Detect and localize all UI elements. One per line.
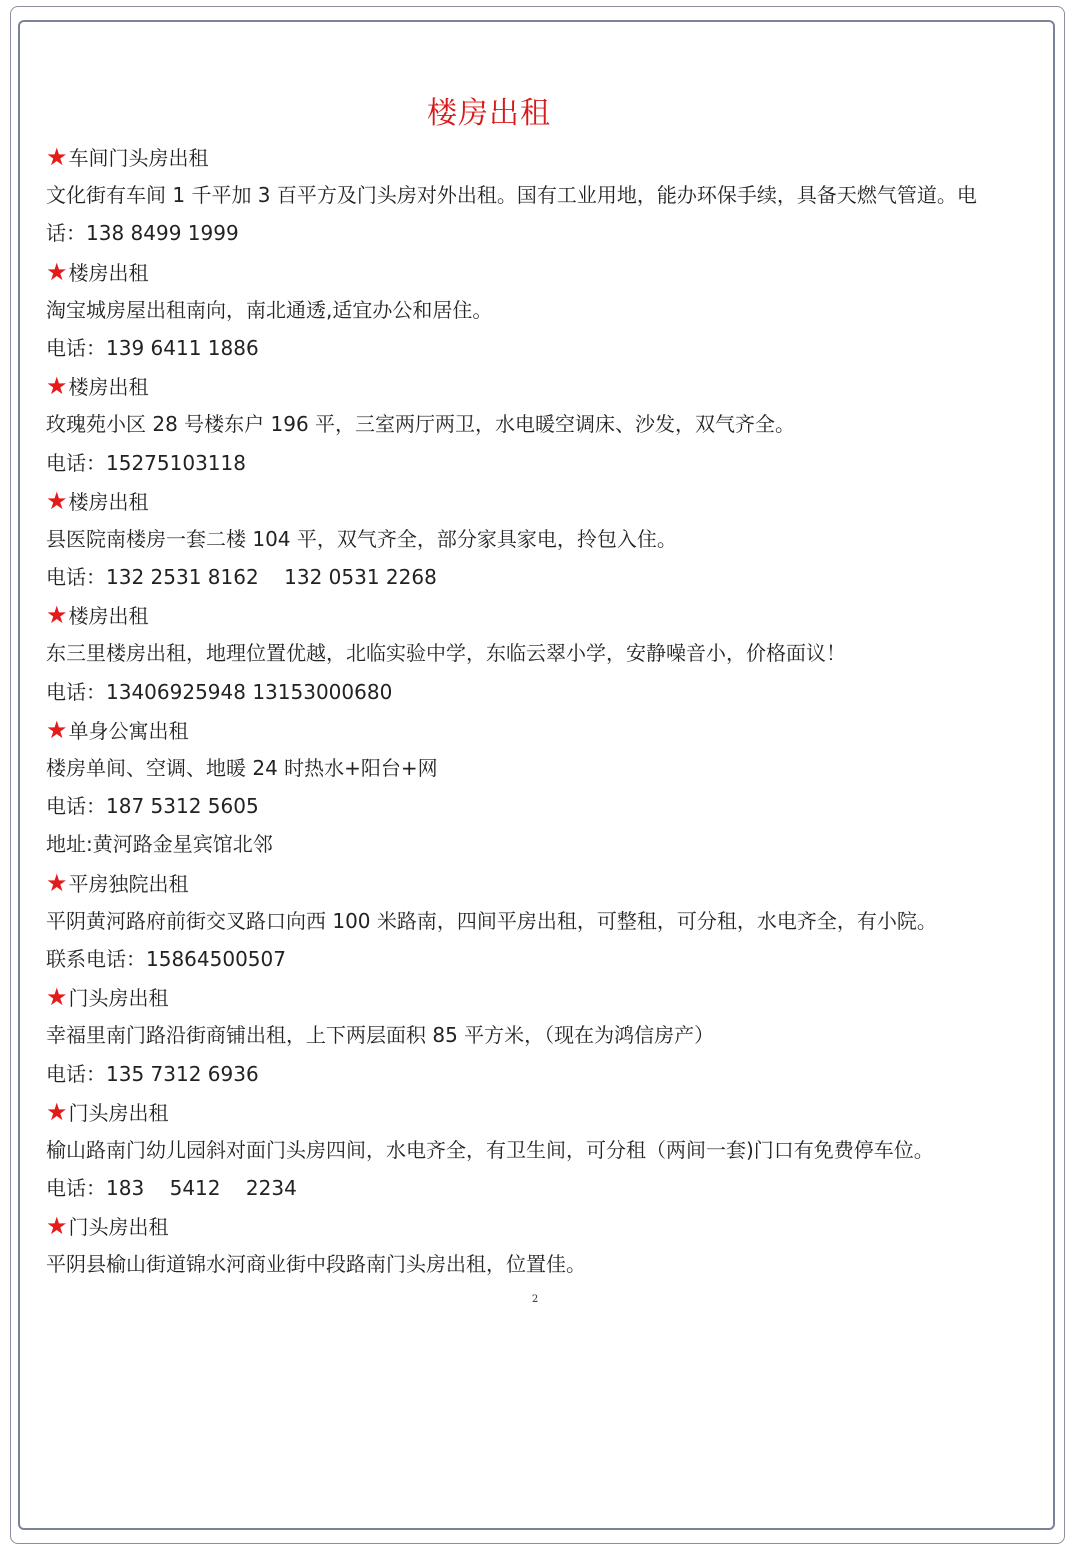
listing-text-line: 电话：13406925948 13153000680 [46, 679, 393, 704]
star-icon: ★ [46, 1097, 68, 1126]
listing-text-line: 电话：187 5312 5605 [46, 794, 259, 819]
listing-text-line: 幸福里南门路沿街商铺出租，上下两层面积 85 平方米，（现在为鸿信房产） [46, 1023, 715, 1048]
listing-heading-text: 楼房出租 [68, 604, 149, 629]
page-number: 2 [531, 1294, 539, 1305]
listing-text-line: 电话：132 2531 8162 132 0531 2268 [46, 565, 437, 590]
listing-text-line: 平阴县榆山街道锦水河商业街中段路南门头房出租，位置佳。 [46, 1252, 586, 1277]
listing-heading [46, 1207, 1036, 1245]
listing-item [46, 138, 1036, 253]
listing-item [46, 1207, 1036, 1283]
listing-text-line: 电话：15275103118 [46, 450, 246, 475]
listing-text-line: 电话：135 7312 6936 [46, 1061, 259, 1086]
listing-item [46, 978, 1036, 1093]
listing-text-line: 玫瑰苑小区 28 号楼东户 196 平，三室两厅两卫，水电暖空调床、沙发，双气齐全。 [46, 412, 796, 437]
listing-text-line: 话：138 8499 1999 [46, 221, 239, 246]
listing-item [46, 596, 1036, 711]
listing-heading [46, 1093, 1036, 1131]
listing-heading-text: 门头房出租 [68, 1215, 169, 1240]
star-icon: ★ [46, 486, 68, 515]
star-icon: ★ [46, 372, 68, 401]
listing-heading-text: 门头房出租 [68, 1100, 169, 1125]
star-icon: ★ [46, 257, 68, 286]
listing-heading [46, 482, 1036, 520]
listing-text-line: 县医院南楼房一套二楼 104 平，双气齐全，部分家具家电，拎包入住。 [46, 526, 677, 551]
listing-heading [46, 253, 1036, 291]
star-icon: ★ [46, 1212, 68, 1241]
listing-heading [46, 138, 1036, 176]
listing-heading-text: 单身公寓出租 [68, 718, 189, 743]
star-icon: ★ [46, 983, 68, 1012]
listing-text-line: 电话：183 5412 2234 [46, 1176, 297, 1201]
listing-text-line: 地址:黄河路金星宾馆北邻 [46, 832, 273, 857]
listing-text-line: 电话：139 6411 1886 [46, 335, 259, 360]
listing-text-line: 联系电话：15864500507 [46, 946, 286, 971]
listing-item [46, 1093, 1036, 1208]
listing-heading-text: 平房独院出租 [68, 871, 189, 896]
listing-heading-text: 楼房出租 [68, 489, 149, 514]
listing-heading-text: 楼房出租 [68, 260, 149, 285]
listing-text-line: 榆山路南门幼儿园斜对面门头房四间，水电齐全，有卫生间，可分租（两间一套)门口有免费停车位。 [46, 1137, 934, 1162]
listing-heading [46, 596, 1036, 634]
listings-container [46, 138, 1036, 1284]
listing-heading [46, 978, 1036, 1016]
star-icon: ★ [46, 601, 68, 630]
listing-heading [46, 864, 1036, 902]
listing-heading-text: 门头房出租 [68, 986, 169, 1011]
listing-heading [46, 367, 1036, 405]
listing-text-line: 文化街有车间 1 千平加 3 百平方及门头房对外出租。国有工业用地，能办环保手续，具备天燃气管道。电 [46, 183, 977, 208]
listing-item [46, 482, 1036, 597]
listing-heading-text: 车间门头房出租 [68, 146, 209, 170]
star-icon: ★ [46, 868, 68, 897]
star-icon: ★ [46, 715, 68, 744]
listing-item [46, 253, 1036, 368]
listing-text-line: 东三里楼房出租，地理位置优越，北临实验中学，东临云翠小学，安静噪音小，价格面议！ [46, 641, 846, 666]
listing-heading-text: 楼房出租 [68, 375, 149, 400]
listing-item [46, 864, 1036, 979]
listing-text-line: 楼房单间、空调、地暖 24 时热水+阳台+网 [46, 756, 438, 780]
listing-heading [46, 711, 1036, 749]
listing-item [46, 711, 1036, 864]
listing-text-line: 平阴黄河路府前街交叉路口向西 100 米路南，四间平房出租，可整租，可分租，水电齐全，有小院。 [46, 908, 937, 933]
listing-text-line: 淘宝城房屋出租南向，南北通透,适宜办公和居住。 [46, 297, 493, 322]
listing-item [46, 367, 1036, 482]
page-title: 楼房出租 [427, 96, 551, 131]
star-icon: ★ [46, 143, 68, 171]
